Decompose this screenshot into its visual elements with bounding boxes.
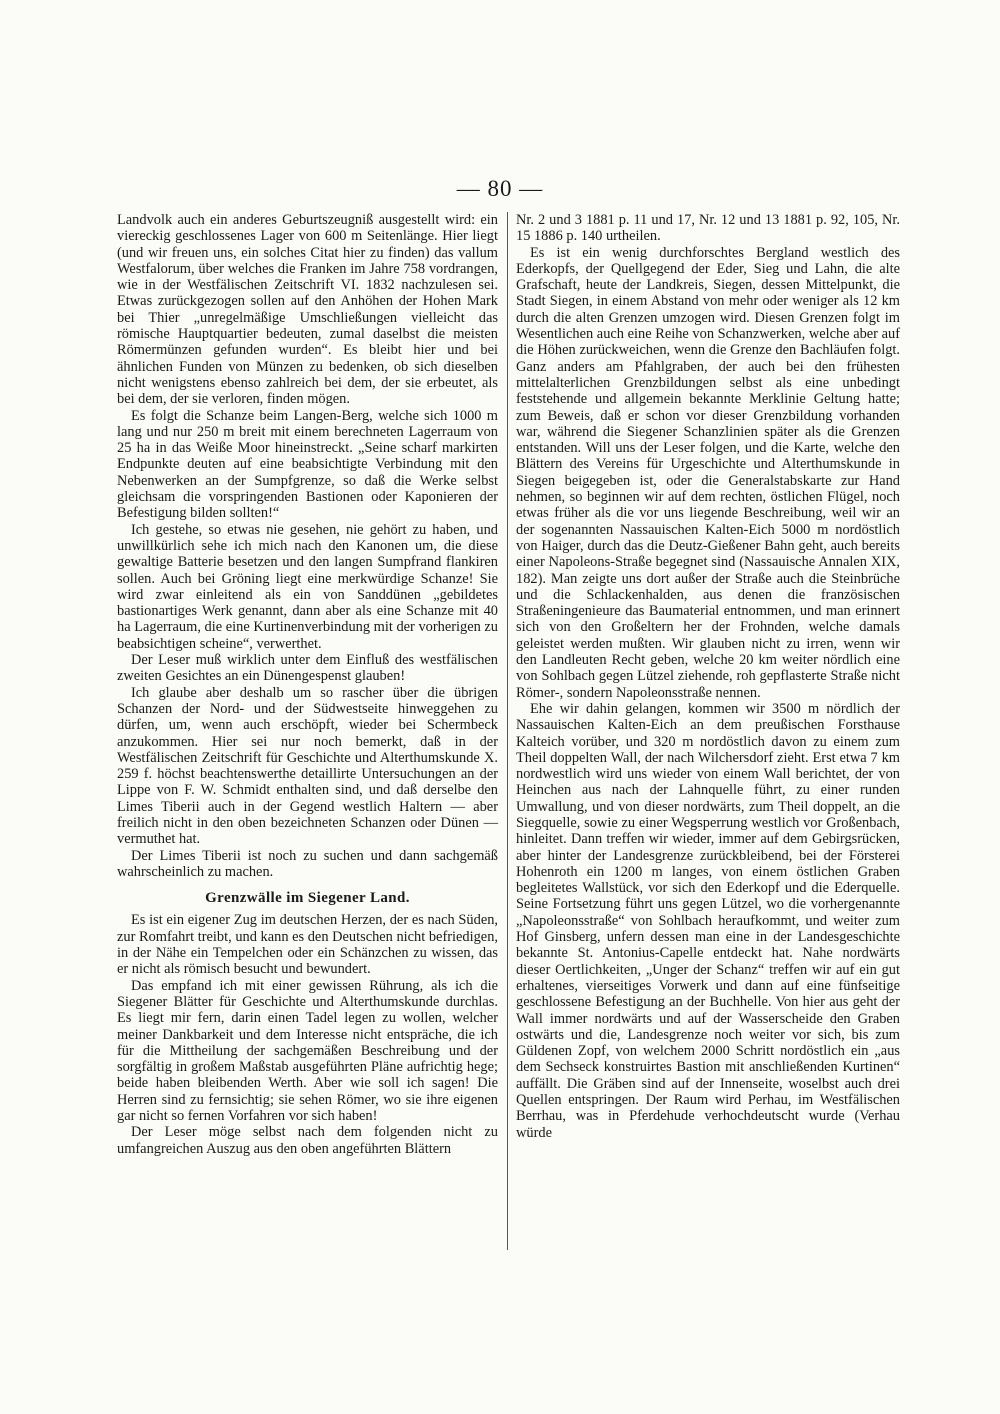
column-divider (507, 212, 508, 1250)
paragraph: Landvolk auch ein anderes Geburtszeugniß ausgestellt wird: ein viereckig geschlossenes Lager von 600 m Seitenlänge. Hier liegt (und wir freuen uns, ein solches Citat hier zu finden) das vallum Westfalorum, über welches die Franken im Jahre 758 vordrangen, wie in der Westfälischen Zeitschrift VI. 1832 nachzulesen sei. Etwas zurückgezogen sollen auf den Anhöhen der Hohen Mark bei Thier „unregelmäßige Umschließungen vielleicht das römische Hauptquartier bedeuten, zumal daselbst die meisten Römermünzen gefunden wurden“. Es bleibt hier und bei ähnlichen Funden von Münzen zu bedenken, ob sich dieselben nicht wenigstens ebenso zahlreich bei dem, der sie erbeutet, als bei dem, der sie verloren, finden mögen. (117, 212, 498, 408)
right-column (516, 212, 900, 1141)
paragraph: Ehe wir dahin gelangen, kommen wir 3500 m nördlich der Nassauischen Kalten-Eich an dem preußischen Forsthause Kalteich vorüber, und 320 m nordöstlich davon zu einem zum Theil doppelten Wall, der nach Wilchersdorf zieht. Erst etwa 7 km nordwestlich wird uns wieder von einem Wall berichtet, der von Heinchen aus nach der Lahnquelle führt, zu einer runden Umwallung, und von dieser nordwärts, zum Theil doppelt, an die Siegquelle, sowie zu einer Wegsperrung westlich vor Großenbach, hinleitet. Dann treffen wir wieder, immer auf dem Gebirgsrücken, aber hinter der Landesgrenze zurückbleibend, bei der Försterei Hohenroth ein 1200 m langes, von einem östlichen Graben begleitetes Wallstück, vor sich den Ederkopf und die Ederquelle. Seine Fortsetzung führt uns gegen Lützel, wo die vorhergenannte „Napoleonsstraße“ von Sohlbach heraufkommt, und weiter zum Hof Ginsberg, unfern dessen man eine in der Landesgeschichte bekannte St. Antonius-Capelle entdeckt hat. Nahe nordwärts dieser Oertlichkeiten, „Unger der Schanz“ treffen wir auf ein gut erhaltenes, vierseitiges Vorwerk und dann auf eine fünfseitige geschlossene Befestigung an der Buchhelle. Von hier aus geht der Wall immer nordwärts und auf der Wasserscheide den Graben ostwärts und die, Landesgrenze noch weiter vor sich, bis zum Güldenen Zopf, von welchem 2000 Schritt nordöstlich ein „aus dem Sechseck konstruirtes Bastion mit anschließenden Kurtinen“ auffällt. Die Gräben sind auf der Innenseite, woselbst auch drei Quellen entspringen. Der Raum wird Perhau, im Westfälischen Berrhau, was in Pferdehude verhochdeutscht wurde (Verhau würde (516, 700, 900, 1141)
paragraph: Der Leser möge selbst nach dem folgenden nicht zu umfangreichen Auszug aus den oben angeführten Blättern (117, 1124, 498, 1157)
paragraph: Es ist ein eigener Zug im deutschen Herzen, der es nach Süden, zur Romfahrt treibt, und kann es den Deutschen nicht befriedigen, in der Nähe ein Tempelchen oder ein Schänzchen zu wissen, das er nicht als römisch besucht und bewundert. (117, 912, 498, 978)
paragraph: Nr. 2 und 3 1881 p. 11 und 17, Nr. 12 und 13 1881 p. 92, 105, Nr. 15 1886 p. 140 urtheilen. (516, 212, 900, 245)
paragraph: Ich glaube aber deshalb um so rascher über die übrigen Schanzen der Nord- und der Südwestseite hinweggehen zu dürfen, um, wenn auch erschöpft, wieder bei Schermbeck anzukommen. Hier sei nur noch bemerkt, daß in der Westfälischen Zeitschrift für Geschichte und Alterthumskunde X. 259 f. höchst beachtenswerthe detaillirte Untersuchungen an der Lippe von F. W. Schmidt enthalten sind, und daß derselbe den Limes Tiberii auch in der Gegend westlich Haltern — aber freilich nicht in den oben bezeichneten Schanzen oder Dünen — vermuthet hat. (117, 684, 498, 848)
paragraph: Der Leser muß wirklich unter dem Einfluß des westfälischen zweiten Gesichtes an ein Dünengespenst glauben! (117, 652, 498, 685)
paragraph: Das empfand ich mit einer gewissen Rührung, als ich die Siegener Blätter für Geschichte und Alterthumskunde durchlas. Es liegt mir fern, darin einen Tadel legen zu wollen, welcher meiner Dankbarkeit und dem Interesse nicht entspräche, die ich für die Mittheilung der sachgemäßen Beschreibung und der sorgfältig in großem Maßstab ausgeführten Pläne aufrichtig hege; beide haben bleibenden Werth. Aber wie soll ich sagen! Die Herren sind zu fernsichtig; sie sehen Römer, wo sie ihre eigenen gar nicht so fernen Vorfahren vor sich haben! (117, 977, 498, 1125)
page-number: — 80 — (456, 176, 544, 201)
paragraph: Es folgt die Schanze beim Langen-Berg, welche sich 1000 m lang und nur 250 m breit mit einem berechneten Lagerraum von 25 ha in das Weiße Moor hineinstreckt. „Seine scharf markirten Endpunkte deuten auf eine beabsichtigte Verbindung mit den Nebenwerken an der Sumpfgrenze, so daß die Werke selbst gleichsam die vorspringenden Bastionen oder Kaponieren der Befestigung bilden sollten!“ (117, 407, 498, 522)
left-column (117, 212, 498, 1157)
paragraph: Es ist ein wenig durchforschtes Bergland westlich des Ederkopfs, der Quellgegend der Eder, Sieg und Lahn, die alte Grafschaft, heute der Landkreis, Siegen, dessen Mittelpunkt, die Stadt Siegen, in einem Abstand von mehr oder weniger als 12 km durch die alten Grenzen umzogen wird. Diesen Grenzen folgt im Wesentlichen auch eine Reihe von Schanzwerken, welche aber auf die Höhen zurückweichen, wenn die Grenze den Bachläufen folgt. Ganz anders am Pfahlgraben, der auch bei den frühesten mittelalterlichen Grenzbildungen selbst als eine unbedingt feststehende und allgemein bekannte Merklinie Geltung hatte; zum Beweis, daß er schon vor dieser Grenzbildung vorhanden war, während die Siegener Schanzlinien später als die Grenzen entstanden. Will uns der Leser folgen, und die Karte, welche den Blättern des Vereins für Urgeschichte und Alterthumskunde in Siegen beigegeben ist, oder die Generalstabskarte zur Hand nehmen, so beginnen wir auf dem rechten, östlichen Flügel, noch etwas früher als die vor uns liegende Beschreibung, weil wir an der sogenannten Nassauischen Kalten-Eich 5000 m nordöstlich von Haiger, durch das die Deutz-Gießener Bahn geht, auch bereits einer Napoleons-Straße begegnet sind (Nassauische Annalen XIX, 182). Man zeigte uns dort außer der Straße auch die Steinbrüche und die Schlackenhalden, aus denen die französischen Straßeningenieure das Baumaterial entnommen, und man erinnert sich von den Großeltern her der Frohnden, welche damals geleistet werden mußten. Wir glauben nicht zu irren, wenn wir den Landleuten Recht geben, welche 20 km weiter nördlich eine von Sohlbach gegen Lützel ziehende, roh gepflasterte Straße nicht Römer-, sondern Napoleonsstraße nennen. (516, 244, 900, 701)
paragraph: Ich gestehe, so etwas nie gesehen, nie gehört zu haben, und unwillkürlich sehe ich mich nach den Kanonen um, die diese gewaltige Batterie besetzen und den langen Sumpfrand flankiren sollen. Auch bei Gröning liegt eine merkwürdige Schanze! Sie wird zwar einleitend als ein von Sanddünen „gebildetes bastionartiges Werk genannt, dann aber als eine Schanze mit 40 ha Lagerraum, die eine Kurtinenverbindung mit der vorherigen zu beabsichtigen scheine“, verwerthet. (117, 521, 498, 652)
section-heading: Grenzwälle im Siegener Land. (205, 890, 410, 907)
paragraph: Der Limes Tiberii ist noch zu suchen und dann sachgemäß wahrscheinlich zu machen. (117, 847, 498, 880)
